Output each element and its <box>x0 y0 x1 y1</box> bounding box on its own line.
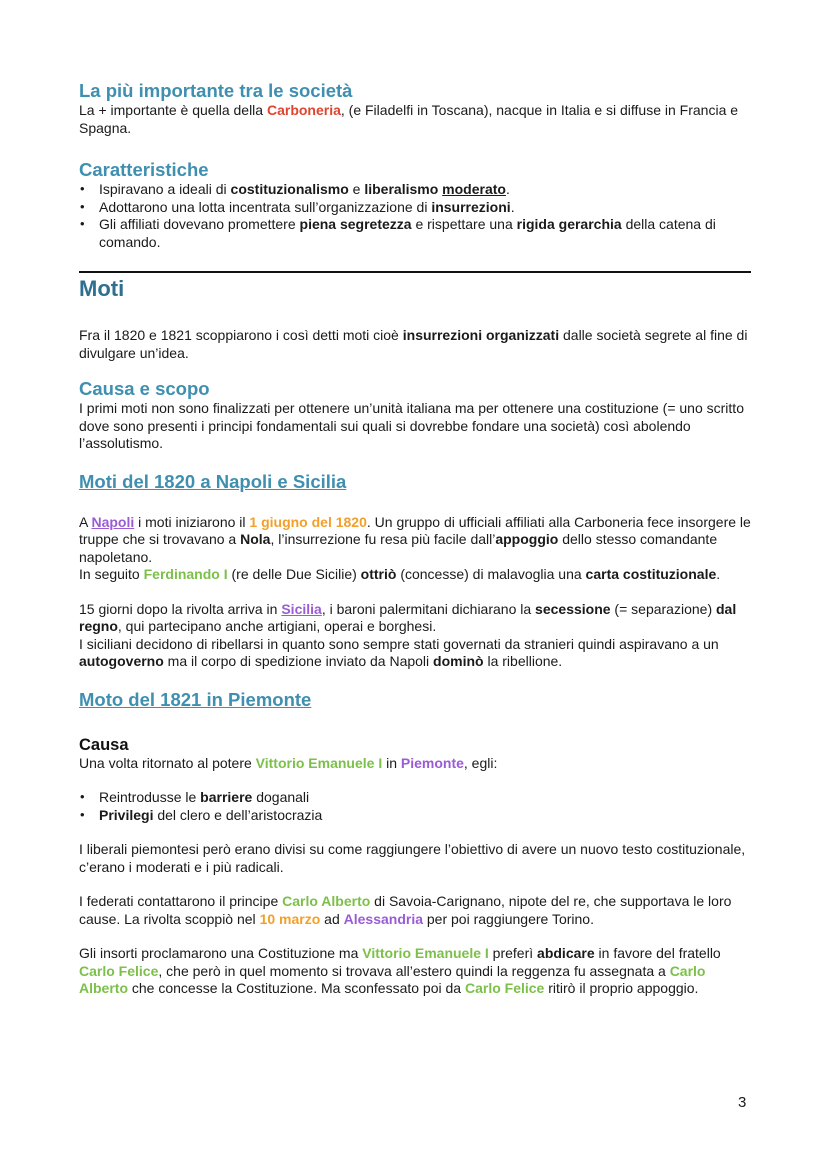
bold-text: piena segretezza <box>299 216 412 232</box>
text: in favore del fratello <box>594 945 721 961</box>
text: , egli: <box>463 754 498 771</box>
highlight-carlo-felice: Carlo Felice <box>464 980 545 996</box>
page-number: 3 <box>738 1094 747 1111</box>
bold-text: insurrezioni <box>431 198 511 215</box>
causa-list <box>79 789 751 824</box>
bold-text: secessione <box>535 600 611 617</box>
paragraph-liberali: I liberali piemontesi però erano divisi su come raggiungere l’obiettivo di avere un nuovo testo costituzionale, c’erano i moderati e i più radicali. <box>79 841 746 875</box>
paragraph-napoli <box>79 514 751 567</box>
text: dalle società segrete al fine di divulgare un’idea. <box>79 327 748 361</box>
highlight-carboneria: Carboneria <box>266 102 341 118</box>
caratteristiche-list <box>79 181 751 251</box>
text: Fra il 1820 e 1821 scoppiarono i così detti moti cioè <box>79 327 403 343</box>
text: . <box>510 198 515 215</box>
bullet-icon: • <box>80 216 85 231</box>
bold-text: dominò <box>433 653 484 669</box>
text: In seguito <box>79 566 144 582</box>
text: , qui partecipano anche artigiani, operai e borghesi. <box>117 618 437 634</box>
text: del clero e dell’aristocrazia <box>153 806 323 823</box>
list-item <box>79 807 751 825</box>
bold-text: Nola <box>240 531 271 547</box>
bullet-icon: • <box>80 789 85 804</box>
paragraph-sicilia <box>79 601 751 636</box>
text: Ispiravano a ideali di <box>99 181 231 197</box>
text: (concesse) di malavoglia una <box>396 566 586 582</box>
text: I federati contattarono il principe <box>79 893 283 909</box>
text: di Savoia-Carignano, nipote del re, che supportava le loro cause. La rivolta scoppiò nel <box>79 893 732 927</box>
highlight-alessandria: Alessandria <box>343 910 423 927</box>
text: , (e Filadelfi in Toscana), nacque in Italia e si diffuse in Francia e Spagna. <box>79 102 739 136</box>
text: ritirò il proprio appoggio. <box>544 980 699 996</box>
bold-text: autogoverno <box>79 653 164 669</box>
bold-text: liberalismo <box>364 181 439 197</box>
text: Una volta ritornato al potere <box>79 754 256 771</box>
paragraph-moti-intro <box>79 327 751 362</box>
text: e <box>348 181 365 197</box>
bold-text: dal regno <box>79 600 737 634</box>
text: per poi raggiungere Torino. <box>423 910 594 927</box>
list-item <box>79 216 751 251</box>
bold-text: Privilegi <box>99 806 154 823</box>
section-title-causa-scopo: Causa e scopo <box>79 378 210 399</box>
text: dello stesso comandante napoletano. <box>79 531 718 565</box>
paragraph-causa-scopo: I primi moti non sono finalizzati per ottenere un’unità italiana ma per ottenere una costituzione (= uno scritto dove sono presenti i principi fondamentali sui quali si dovrebbe fondare una società) così abolendo l’assolutismo. <box>79 400 744 451</box>
paragraph-siciliani <box>79 636 751 671</box>
bullet-icon: • <box>80 198 85 214</box>
text: . Un gruppo di ufficiali affiliati alla Carboneria fece insorgere le truppe che si trovavano a <box>79 513 751 547</box>
text: (re delle Due Sicilie) <box>227 566 361 582</box>
text: A <box>79 513 92 530</box>
highlight-carlo-felice: Carlo Felice <box>79 962 159 979</box>
text: 15 giorni dopo la rivolta arriva in <box>79 600 282 617</box>
text: della catena di comando. <box>99 216 716 250</box>
text: doganali <box>252 789 310 805</box>
text: ma il corpo di spedizione inviato da Napoli <box>163 653 434 669</box>
text: (= separazione) <box>610 600 716 617</box>
paragraph-piemonte-intro <box>79 755 751 773</box>
text: Gli insorti proclamarono una Costituzione ma <box>79 945 363 961</box>
text: e rispettare una <box>411 216 517 232</box>
document-page <box>79 80 751 998</box>
highlight-carlo-alberto: Carlo Alberto <box>79 962 706 996</box>
bold-underlined-text: moderato <box>442 181 506 197</box>
paragraph-ferdinando <box>79 566 751 584</box>
text: . <box>716 566 721 582</box>
text: I siciliani decidono di ribellarsi in quanto sono sempre stati governati da stranieri quindi aspiravano a un <box>79 635 719 652</box>
list-item <box>79 181 751 199</box>
highlight-date: 1 giugno del 1820 <box>249 513 367 530</box>
section-title-moti: Moti <box>79 276 125 301</box>
paragraph-federati <box>79 893 751 928</box>
text: i moti iniziarono il <box>134 513 250 530</box>
text: La + importante è quella della <box>79 102 267 118</box>
highlight-date: 10 marzo <box>259 910 321 927</box>
highlight-carlo-alberto: Carlo Alberto <box>282 893 371 909</box>
highlight-sicilia: Sicilia <box>281 600 322 617</box>
highlight-piemonte: Piemonte <box>400 754 464 771</box>
bold-text: ottriò <box>360 566 397 582</box>
section-title-societa: La più importante tra le società <box>79 80 353 101</box>
bullet-icon: • <box>80 181 85 196</box>
text: Reintrodusse le <box>99 789 201 805</box>
highlight-vittorio: Vittorio Emanuele I <box>255 754 383 771</box>
bold-text: abdicare <box>537 945 595 961</box>
highlight-napoli: Napoli <box>91 513 135 530</box>
highlight-vittorio: Vittorio Emanuele I <box>362 945 489 961</box>
text: ad <box>320 910 344 927</box>
highlight-ferdinando: Ferdinando I <box>143 566 228 582</box>
section-title-piemonte: Moto del 1821 in Piemonte <box>79 688 312 710</box>
list-item <box>79 199 751 217</box>
text: , l’insurrezione fu resa più facile dall’ <box>270 531 496 547</box>
paragraph-insorti <box>79 945 751 998</box>
bold-text: costituzionalismo <box>230 181 349 197</box>
subsection-title-causa: Causa <box>79 735 129 754</box>
section-title-napoli-sicilia: Moti del 1820 a Napoli e Sicilia <box>79 470 347 492</box>
text: . <box>505 181 510 197</box>
text: in <box>382 754 401 771</box>
bold-text: rigida gerarchia <box>516 216 622 232</box>
text: , i baroni palermitani dichiarano la <box>321 600 536 617</box>
text: che concesse la Costituzione. Ma sconfessato poi da <box>128 980 465 996</box>
text: Adottarono una lotta incentrata sull’organizzazione di <box>99 198 432 215</box>
bold-text: insurrezioni organizzati <box>402 327 560 343</box>
list-item <box>79 789 751 807</box>
section-title-caratteristiche: Caratteristiche <box>79 159 209 180</box>
bold-text: appoggio <box>495 531 559 547</box>
bold-text: carta costituzionale <box>585 566 717 582</box>
bullet-icon: • <box>80 806 85 822</box>
text: la ribellione. <box>483 653 563 669</box>
bold-text: barriere <box>200 789 253 805</box>
text: preferì <box>488 945 538 961</box>
text: , che però in quel momento si trovava all’estero quindi la reggenza fu assegnata a <box>158 962 670 979</box>
paragraph-carboneria <box>79 102 751 137</box>
text: Gli affiliati dovevano promettere <box>99 216 300 232</box>
